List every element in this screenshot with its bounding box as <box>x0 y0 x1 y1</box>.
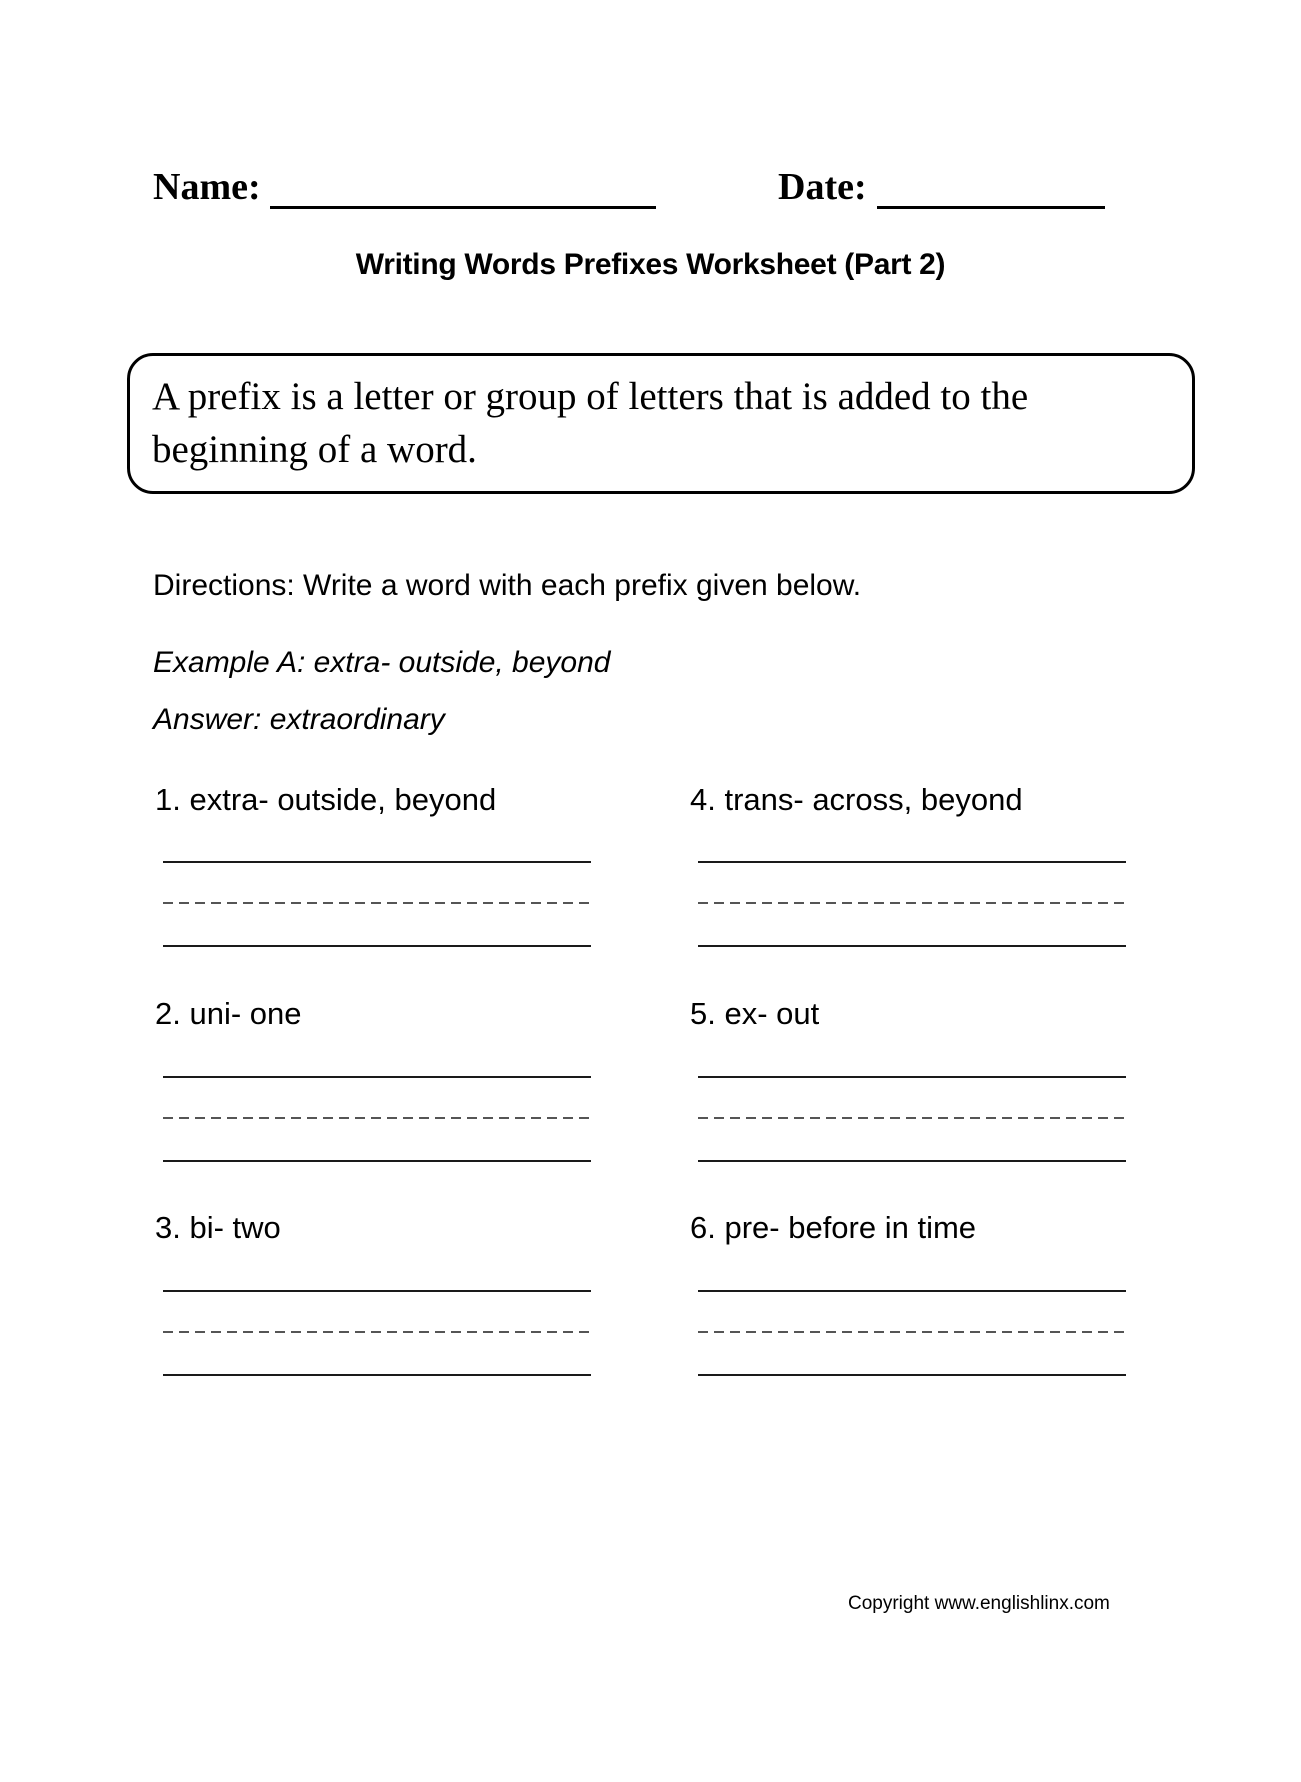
midline-dashed <box>163 902 591 904</box>
item-6-label: 6. pre- before in time <box>690 1210 977 1245</box>
definition-box <box>127 353 1195 494</box>
midline-dashed <box>698 1331 1126 1333</box>
example-prompt: Example A: extra- outside, beyond <box>153 646 611 679</box>
top-line <box>163 861 591 863</box>
midline-dashed <box>698 902 1126 904</box>
top-line <box>698 1290 1126 1292</box>
item-1-answer-lines[interactable] <box>163 861 591 951</box>
base-line <box>163 1160 591 1162</box>
item-4-label: 4. trans- across, beyond <box>690 782 1023 817</box>
page-title: Writing Words Prefixes Worksheet (Part 2) <box>355 248 946 281</box>
date-field[interactable] <box>877 206 1105 209</box>
item-4-answer-lines[interactable] <box>698 861 1126 951</box>
base-line <box>698 1160 1126 1162</box>
item-3-label: 3. bi- two <box>155 1210 281 1245</box>
item-3-answer-lines[interactable] <box>163 1290 591 1380</box>
copyright-text: Copyright www.englishlinx.com <box>848 1593 1110 1614</box>
base-line <box>163 1374 591 1376</box>
item-2-answer-lines[interactable] <box>163 1076 591 1166</box>
top-line <box>163 1076 591 1078</box>
item-2-label: 2. uni- one <box>155 996 302 1031</box>
name-label: Name: <box>153 166 261 208</box>
top-line <box>698 861 1126 863</box>
base-line <box>163 945 591 947</box>
item-5-answer-lines[interactable] <box>698 1076 1126 1166</box>
midline-dashed <box>698 1117 1126 1119</box>
item-5-label: 5. ex- out <box>690 996 820 1031</box>
item-6-answer-lines[interactable] <box>698 1290 1126 1380</box>
directions-text: Directions: Write a word with each prefix given below. <box>153 569 862 602</box>
date-label: Date: <box>778 166 867 208</box>
top-line <box>698 1076 1126 1078</box>
base-line <box>698 945 1126 947</box>
midline-dashed <box>163 1117 591 1119</box>
top-line <box>163 1290 591 1292</box>
midline-dashed <box>163 1331 591 1333</box>
name-field[interactable] <box>270 206 656 209</box>
definition-text: A prefix is a letter or group of letters that is added to the beginning of a word. <box>152 375 1029 471</box>
example-answer: Answer: extraordinary <box>153 703 445 736</box>
item-1-label: 1. extra- outside, beyond <box>155 782 497 817</box>
base-line <box>698 1374 1126 1376</box>
